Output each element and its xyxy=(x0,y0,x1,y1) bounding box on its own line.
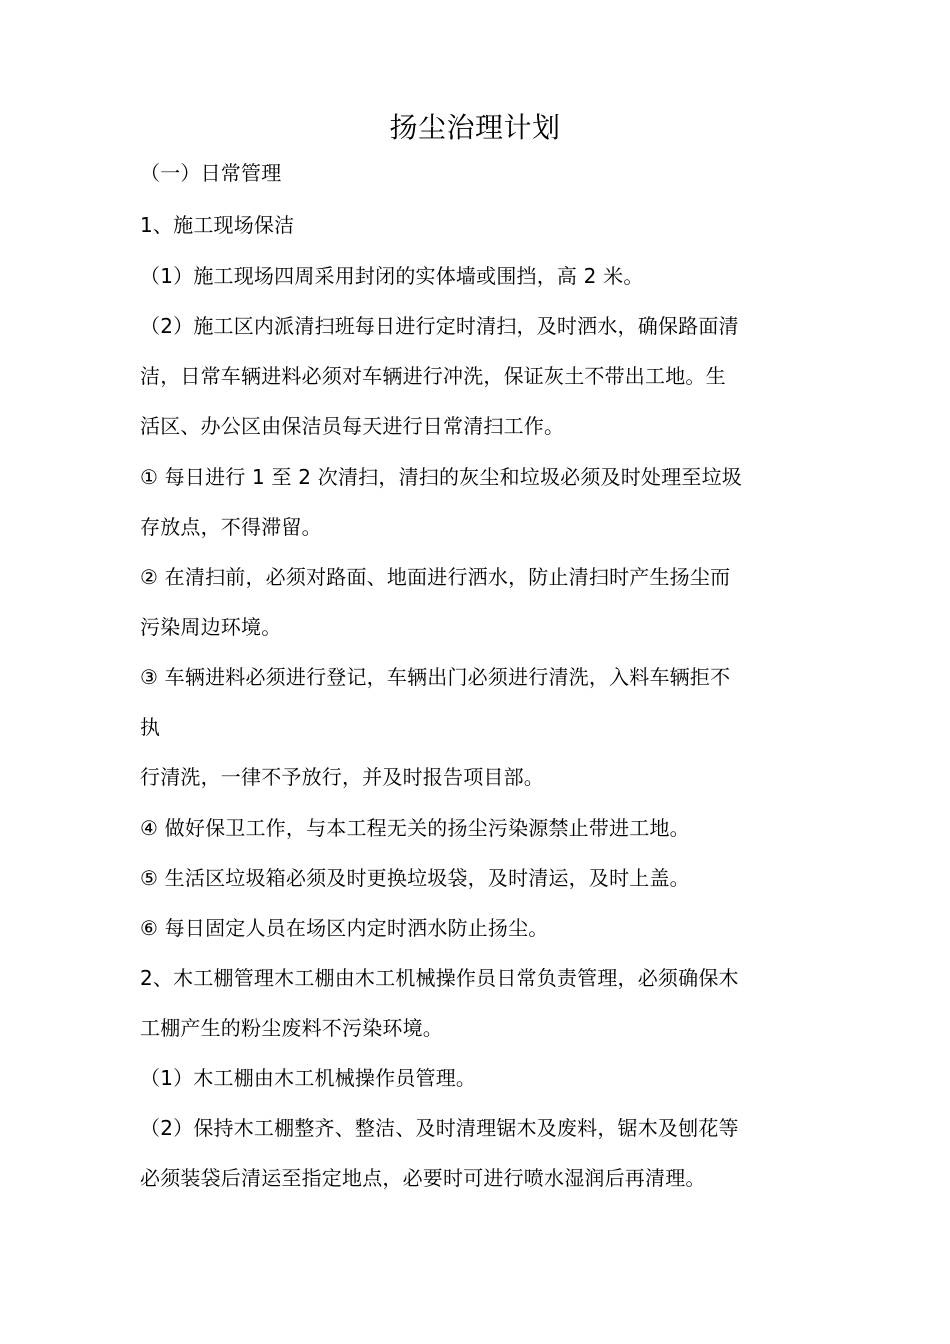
subsection-heading-site-cleaning: 1、施工现场保洁 xyxy=(140,213,295,237)
paragraph-line: 执 xyxy=(140,715,161,739)
paragraph-line: 工棚产生的粉尘废料不污染环境。 xyxy=(140,1016,443,1040)
document-title: 扬尘治理计划 xyxy=(389,111,561,144)
paragraph-line: ⑤ 生活区垃圾箱必须及时更换垃圾袋，及时清运，及时上盖。 xyxy=(140,866,690,890)
paragraph-line: （1）施工现场四周采用封闭的实体墙或围挡，高 2 米。 xyxy=(140,264,644,288)
paragraph-line: （2）施工区内派清扫班每日进行定时清扫，及时洒水，确保路面清 xyxy=(140,314,739,338)
paragraph-line: ① 每日进行 1 至 2 次清扫，清扫的灰尘和垃圾必须及时处理至垃圾 xyxy=(140,465,742,489)
paragraph-line: ③ 车辆进料必须进行登记，车辆出门必须进行清洗，入料车辆拒不 xyxy=(140,665,731,689)
paragraph-line: 洁，日常车辆进料必须对车辆进行冲洗，保证灰土不带出工地。生 xyxy=(140,364,726,388)
paragraph-line: 行清洗，一律不予放行，并及时报告项目部。 xyxy=(140,765,544,789)
paragraph-line: 存放点，不得滞留。 xyxy=(140,515,322,539)
subsection-heading-woodshed-management: 2、木工棚管理木工棚由木工机械操作员日常负责管理，必须确保木 xyxy=(140,966,739,990)
paragraph-line: （1）木工棚由木工机械操作员管理。 xyxy=(140,1066,477,1090)
paragraph-line: ④ 做好保卫工作，与本工程无关的扬尘污染源禁止带进工地。 xyxy=(140,816,690,840)
paragraph-line: 活区、办公区由保洁员每天进行日常清扫工作。 xyxy=(140,414,565,438)
paragraph-line: 污染周边环境。 xyxy=(140,615,282,639)
section-heading-daily-management: （一）日常管理 xyxy=(140,161,282,185)
paragraph-line: （2）保持木工棚整齐、整洁、及时清理锯木及废料，锯木及刨花等 xyxy=(140,1116,739,1140)
paragraph-line: ② 在清扫前，必须对路面、地面进行洒水，防止清扫时产生扬尘而 xyxy=(140,565,731,589)
paragraph-line: ⑥ 每日固定人员在场区内定时洒水防止扬尘。 xyxy=(140,916,549,940)
paragraph-line: 必须装袋后清运至指定地点，必要时可进行喷水湿润后再清理。 xyxy=(140,1166,706,1190)
